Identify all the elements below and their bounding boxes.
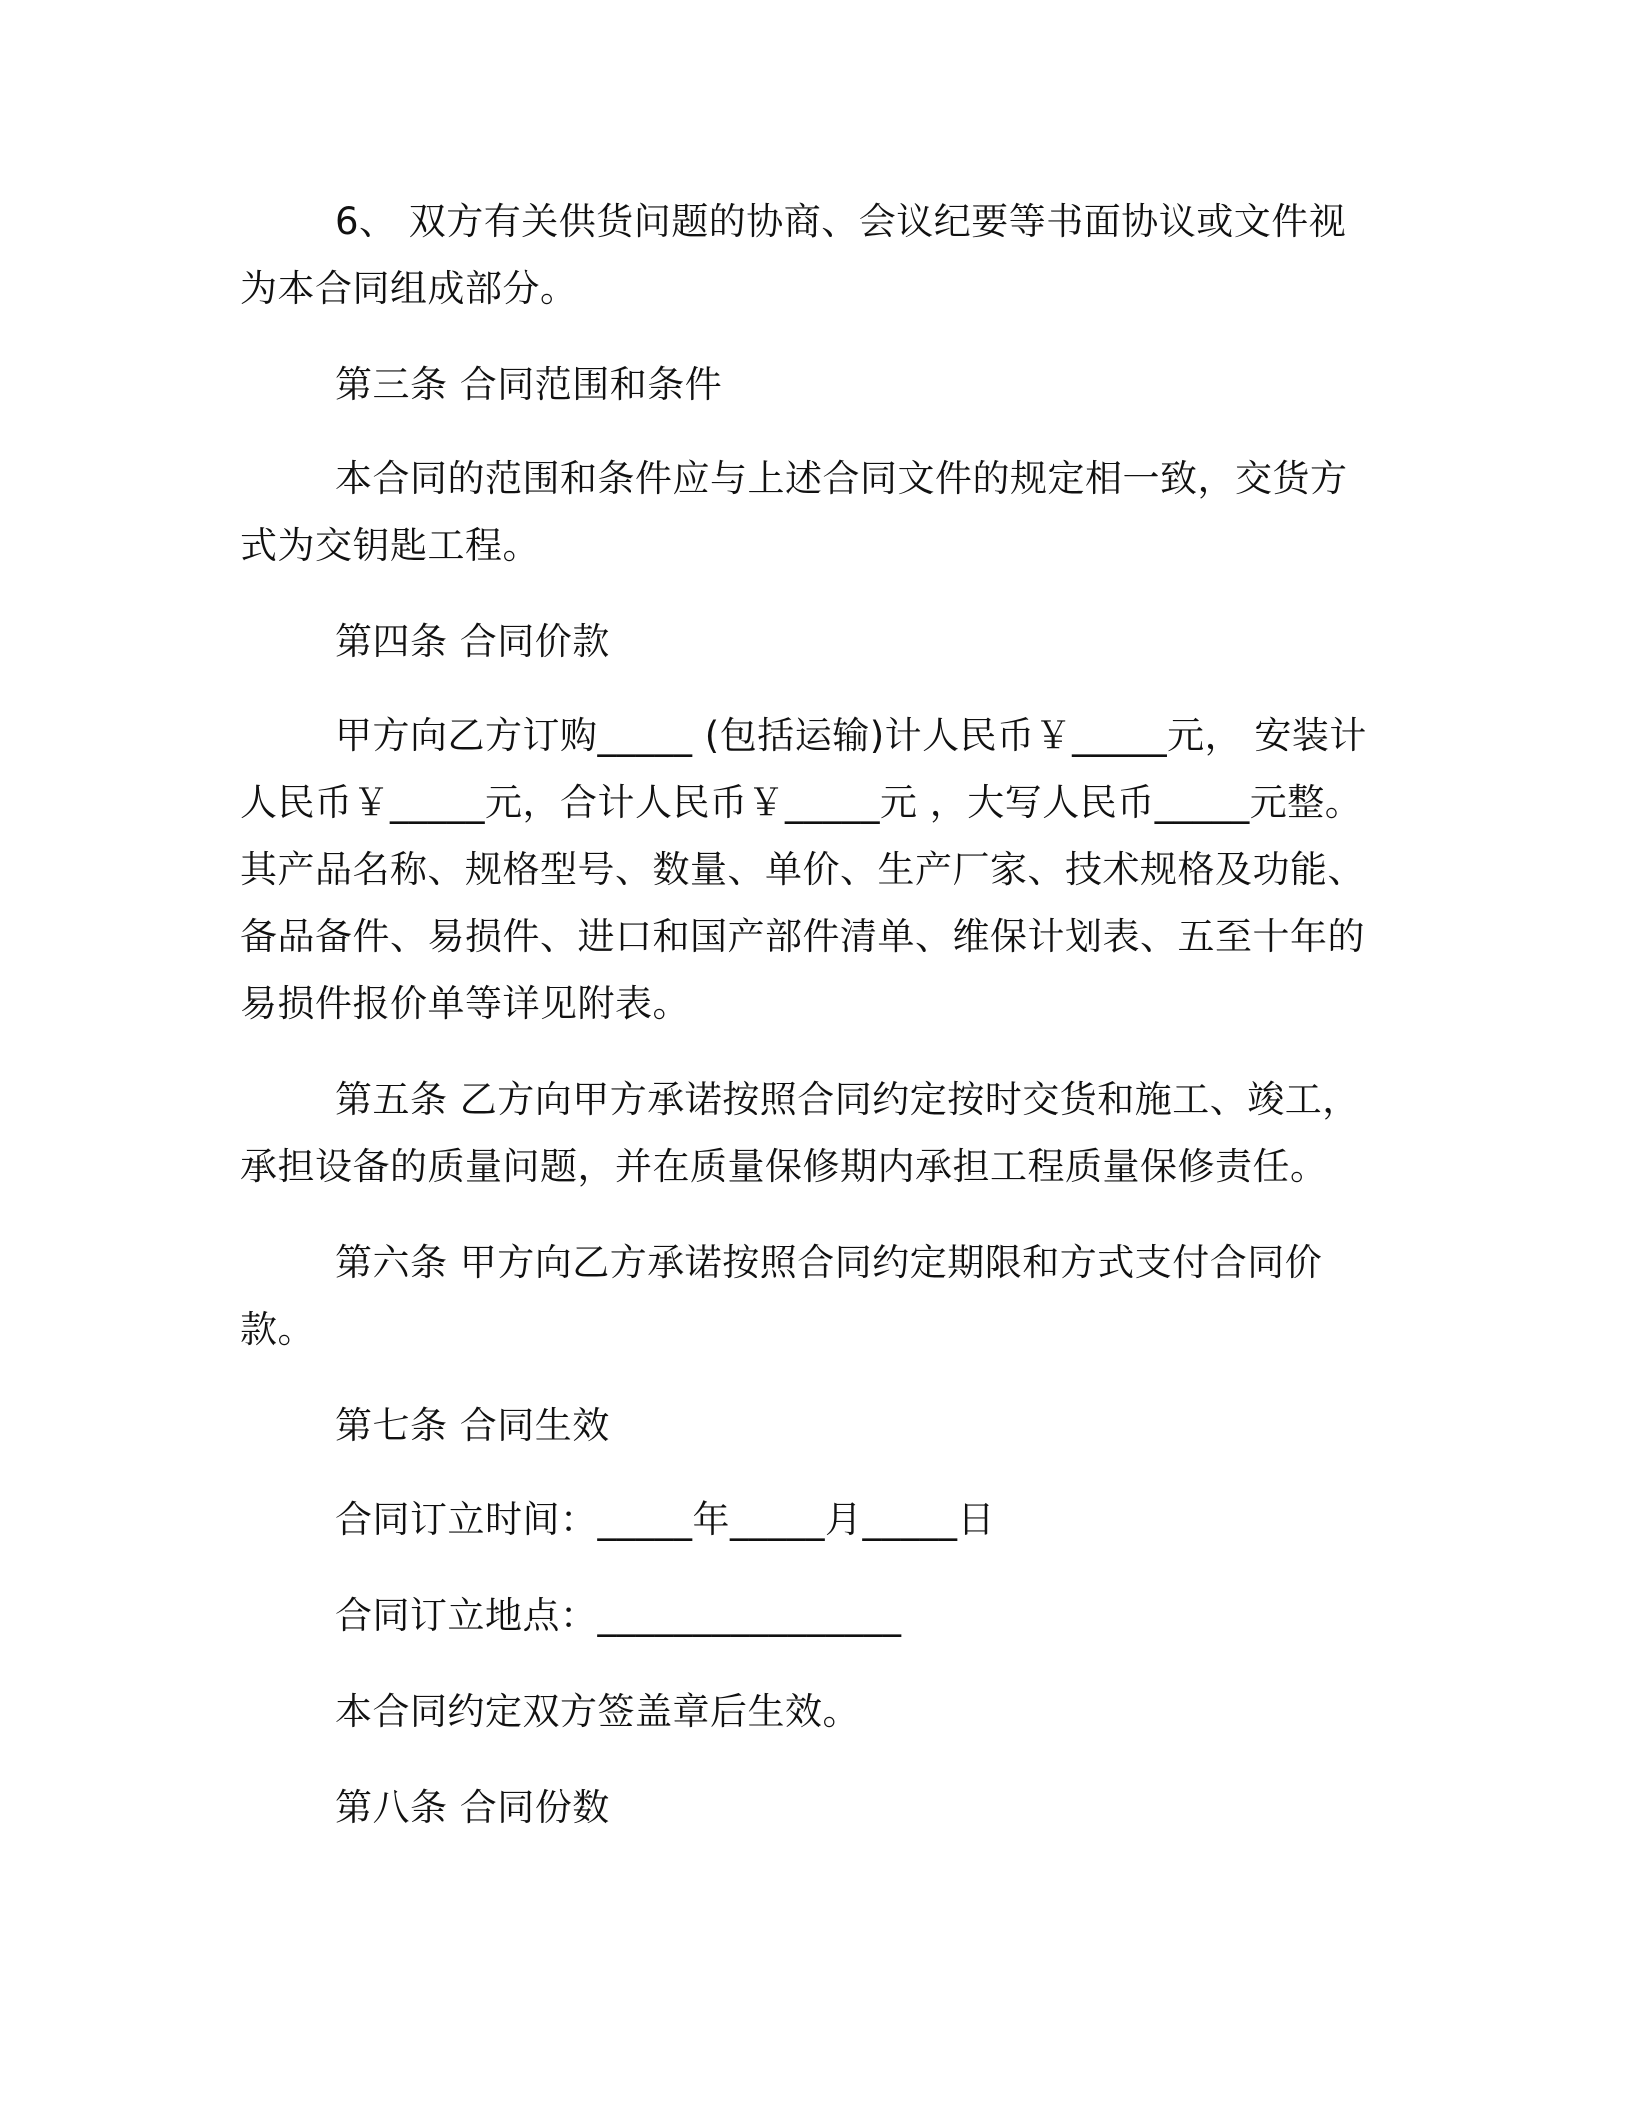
article-4-paragraph: 甲方向乙方订购_____ (包括运输)计人民币￥_____元， 安装计人民币￥_____元，合计人民币￥_____元 ，大写人民币_____元整。其产品名称、规格型号、数量、单价、生产厂家、技术规格及功能、备品备件、易损件、进口和国产部件清单、维保计划表、五至十年的易损件报价单等详见附表。 [240, 714, 1367, 1025]
contract-effective-line: 本合同约定双方签盖章后生效。 [335, 1690, 860, 1733]
article-4-heading: 第四条 合同价款 [335, 620, 610, 663]
article-6-paragraph: 第六条 甲方向乙方承诺按照合同约定期限和方式支付合同价款。 [240, 1241, 1323, 1351]
contract-date-line: 合同订立时间：_____年_____月_____日 [335, 1498, 995, 1541]
article-3-heading: 第三条 合同范围和条件 [335, 363, 723, 406]
article-3-paragraph: 本合同的范围和条件应与上述合同文件的规定相一致，交货方式为交钥匙工程。 [240, 457, 1348, 567]
contract-place-line: 合同订立地点：________________ [335, 1594, 902, 1637]
clause-6-paragraph: 6、 双方有关供货问题的协商、会议纪要等书面协议或文件视为本合同组成部分。 [240, 200, 1347, 310]
article-8-heading: 第八条 合同份数 [335, 1786, 610, 1829]
document-body [240, 188, 1376, 1868]
article-7-heading: 第七条 合同生效 [335, 1404, 610, 1447]
article-5-paragraph: 第五条 乙方向甲方承诺按照合同约定按时交货和施工、竣工，承担设备的质量问题，并在质量保修期内承担工程质量保修责任。 [240, 1078, 1360, 1188]
